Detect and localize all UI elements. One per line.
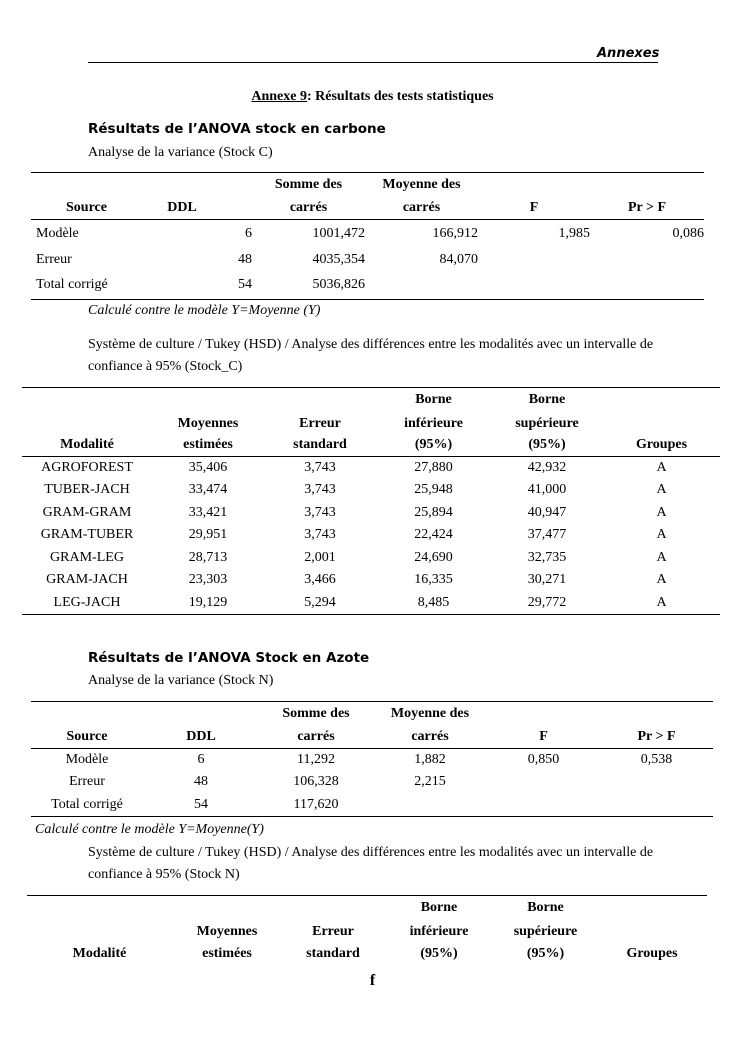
col-header: F [529,199,539,215]
tukey-c-header-row-1 [22,388,720,413]
col-header: Source [66,728,108,744]
anova-c-subtitle: Analyse de la variance (Stock C) [88,145,273,160]
table-cell: 6 [245,225,252,241]
col-header: Borne [415,392,452,408]
table-cell [373,794,487,817]
table-cell: Erreur [69,774,105,790]
col-header: standard [293,437,347,453]
tukey-n-header-row-3 [27,943,707,965]
col-header: Borne [420,900,458,916]
table-cell: 25,894 [414,504,453,520]
table-row [22,457,720,480]
table-cell: 5,294 [304,594,336,610]
col-header: standard [306,945,360,961]
table-cell: 11,292 [297,752,335,767]
table-cell: 33,474 [188,482,228,498]
table-cell: 3,743 [304,504,336,520]
table-cell: GRAM-GRAM [42,504,132,520]
table-row [31,794,713,817]
table-cell: A [656,527,667,543]
table-cell [487,771,600,794]
table-row [31,220,704,248]
anova-c-table [31,172,704,300]
table-cell: 33,421 [188,504,228,520]
table-cell: 0,850 [527,752,560,767]
table-cell [590,248,704,272]
tukey-c-text: Système de culture / Tukey (HSD) / Analyse des différences entre les modalités avec un intervalle de confiance à 95% (Stock_C) [88,337,654,374]
table-cell: 5036,826 [312,277,365,293]
tukey-c-table [22,387,720,615]
anova-c-header-row-2 [31,197,704,220]
table-cell: 48 [194,774,208,790]
table-cell: 1001,472 [312,225,365,241]
col-header: estimées [183,437,233,453]
table-cell [600,794,713,817]
anova-n-note: Calculé contre le modèle Y=Moyenne(Y) [35,822,264,837]
table-cell: 30,271 [527,572,567,588]
table-cell: 166,912 [432,225,478,241]
table-cell: 54 [238,277,252,293]
table-cell: 106,328 [293,774,339,790]
table-cell [600,771,713,794]
col-header: inférieure [409,923,469,939]
table-cell [478,272,590,300]
anova-n-subtitle: Analyse de la variance (Stock N) [88,673,274,688]
table-cell: Total corrigé [36,277,108,293]
table-cell: 28,713 [188,549,228,565]
table-cell: 3,743 [304,460,336,475]
table-cell: 3,466 [304,572,336,588]
table-cell: LEG-JACH [53,594,121,610]
tukey-n-header-row-2 [27,921,707,943]
table-cell: 1,985 [558,225,590,241]
header-rule [88,62,658,63]
table-cell: 84,070 [439,251,478,267]
table-cell: 117,620 [293,796,339,812]
table-cell: GRAM-JACH [46,572,128,588]
col-header: Moyenne des [382,176,461,192]
table-cell: 29,951 [188,527,228,543]
tukey-n-text: Système de culture / Tukey (HSD) / Analyse des différences entre les modalités avec un intervalle de confiance à 95% (Stock N) [88,845,654,882]
table-cell: A [656,572,667,588]
table-cell: 35,406 [188,460,228,475]
anova-n-header-row-1 [31,702,713,726]
col-header: Modalité [60,437,114,453]
table-cell: A [656,504,667,520]
table-cell: 2,001 [304,549,336,565]
table-cell: 24,690 [414,549,453,565]
anova-n-body [31,749,713,817]
table-cell: 0,086 [672,225,704,241]
table-cell: 22,424 [414,527,453,543]
table-cell: GRAM-TUBER [40,527,134,543]
col-header: inférieure [404,415,463,431]
table-cell: AGROFOREST [41,460,133,475]
anova-n-title: Résultats de l’ANOVA Stock en Azote [88,650,370,666]
col-header: Moyennes [196,923,258,939]
col-header: Borne [528,392,566,408]
anova-c-title: Résultats de l’ANOVA stock en carbone [88,121,386,137]
col-header: (95%) [526,945,565,961]
col-header: (95%) [528,437,566,453]
table-cell: A [656,594,667,610]
tukey-n-header-row-1 [27,896,707,921]
table-row [22,502,720,525]
table-cell [487,794,600,817]
table-cell: A [656,549,667,565]
col-header: Groupes [626,945,678,961]
table-cell: GRAM-LEG [50,549,124,565]
table-cell [590,272,704,300]
table-cell: 42,932 [527,460,567,475]
col-header: Pr > F [637,728,676,744]
table-row [22,524,720,547]
table-cell [365,272,478,300]
table-cell: 54 [194,796,208,812]
col-header: Somme des [282,705,350,721]
col-header: Somme des [274,176,343,192]
table-cell: A [656,460,667,475]
table-row [22,479,720,502]
table-cell: 23,303 [188,572,228,588]
col-header: (95%) [420,945,458,961]
table-cell: 32,735 [527,549,567,565]
table-cell: Modèle [36,225,79,241]
table-cell: Erreur [36,251,72,267]
col-header: carrés [297,728,335,744]
table-cell: 1,882 [414,752,446,767]
table-cell: 41,000 [527,482,567,498]
col-header: Erreur [312,923,354,939]
table-row [31,771,713,794]
table-cell: Total corrigé [51,796,123,812]
col-header: Moyenne des [390,705,470,721]
table-cell: 3,743 [304,482,336,498]
anova-n-header-row-2 [31,726,713,749]
tukey-n-table [27,895,707,965]
col-header: Groupes [635,437,688,453]
col-header: carrés [411,728,449,744]
table-cell: 6 [197,752,205,767]
col-header: DDL [167,199,197,215]
table-cell: A [656,482,667,498]
table-cell: 37,477 [527,527,567,543]
table-row [31,272,704,300]
anova-n-table [31,701,713,817]
table-cell: 3,743 [304,527,336,543]
table-cell: 27,880 [414,460,453,475]
tukey-c-body [22,457,720,615]
table-row [22,592,720,615]
anova-c-note: Calculé contre le modèle Y=Moyenne (Y) [88,303,321,318]
tukey-c-header-row-2 [22,413,720,435]
anova-c-header-row-1 [31,173,704,197]
table-cell: 29,772 [527,594,567,610]
col-header: Modalité [72,945,127,961]
table-cell: 0,538 [640,752,673,767]
page-number: f [369,972,376,989]
col-header: (95%) [414,437,453,453]
table-row [31,749,713,772]
table-cell: 2,215 [414,774,446,790]
annex-title [0,89,745,105]
table-cell: 16,335 [414,572,453,588]
col-header: carrés [402,199,441,215]
tukey-c-header-row-3 [22,435,720,457]
table-cell: 4035,354 [312,251,365,267]
col-header: supérieure [513,923,578,939]
col-header: Moyennes [177,415,239,431]
table-row [22,547,720,570]
col-header: Borne [527,900,564,916]
table-cell: 48 [238,251,252,267]
col-header: DDL [186,728,216,744]
table-cell [478,248,590,272]
table-cell: 25,948 [414,482,453,498]
table-cell: 40,947 [527,504,567,520]
table-cell: TUBER-JACH [44,482,130,498]
table-row [22,569,720,592]
col-header: Pr > F [627,199,667,215]
col-header: Source [66,199,107,215]
annex-label: Annexe 9 [251,89,307,104]
table-cell: 8,485 [417,594,450,610]
col-header: carrés [289,199,328,215]
col-header: F [539,728,548,744]
table-row [31,248,704,272]
table-cell: Modèle [65,752,109,767]
annex-title-rest: : Résultats des tests statistiques [306,89,494,104]
col-header: supérieure [515,415,579,431]
col-header: estimées [202,945,252,961]
table-cell: 19,129 [188,594,228,610]
running-header: Annexes [597,46,660,61]
col-header: Erreur [299,415,341,431]
